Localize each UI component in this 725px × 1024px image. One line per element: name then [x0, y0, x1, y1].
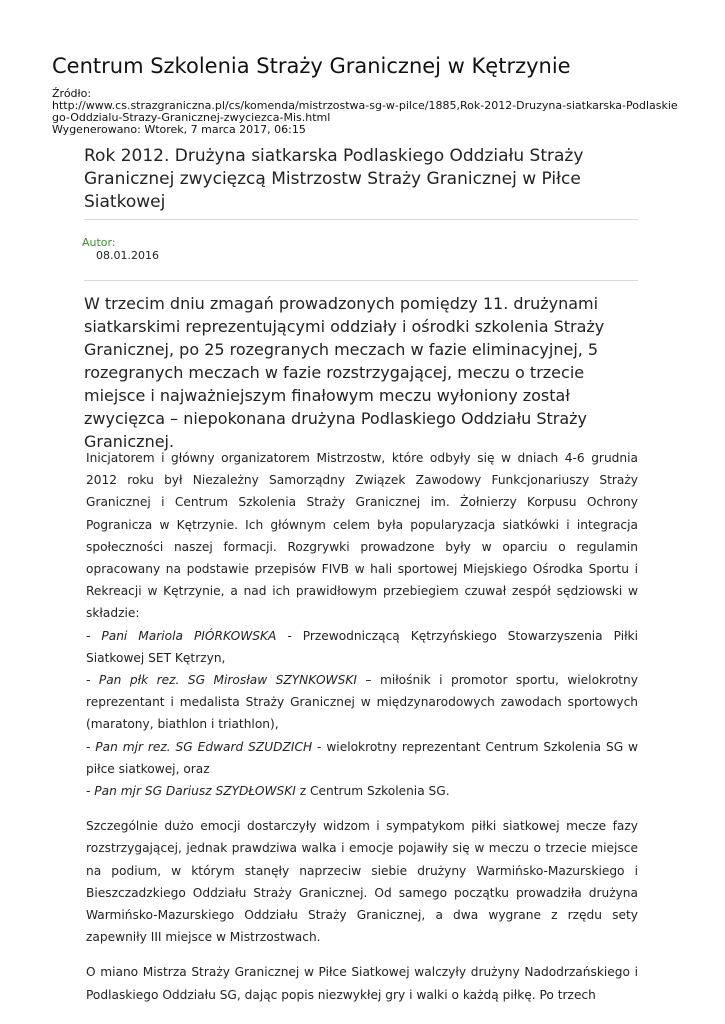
site-title: Centrum Szkolenia Straży Granicznej w Kętrzynie [52, 54, 571, 78]
paragraph-3: O miano Mistrza Straży Granicznej w Piłce Siatkowej walczyły drużyny Nadodrzańskiego i Podlaskiego Oddziału SG, dając popis niezwykłej gry i walki o każdą piłkę. Po trzech [86, 965, 638, 1002]
article-title-line: Granicznej zwycięzcą Mistrzostw Straży Granicznej w Piłce [84, 169, 581, 189]
source-info [52, 88, 682, 136]
article-body [86, 447, 638, 1019]
paragraph-text: Inicjatorem i główny organizatorem Mistrzostw, które odbyły się w dniach 4-6 grudnia 2012 roku był Niezależny Samorządny Związek Zawodowy Funkcjonariuszy Straży Granicznej i Centrum Szkolenia Straży Granicznej im. Żołnierzy Korpusu Ochrony Pogranicza w Kętrzynie. Ich głównym celem była popularyzacja siatkówki i integracja społeczności naszej formacji. Rozgrywki prowadzone były w oparciu o regulamin opracowany na podstawie przepisów FIVB w hali sportowej Miejskiego Ośrodka Sportu i Rekreacji w Kętrzynie, a nad ich prawidłowym przebiegiem czuwał zespół sędziowski w składzie: [86, 451, 638, 621]
judge-item [86, 780, 638, 802]
article-lead: W trzecim dniu zmagań prowadzonych pomiędzy 11. drużynami siatkarskimi reprezentującymi oddziały i ośrodki szkolenia Straży Granicznej, po 25 rozegranych meczach w fazie eliminacyjnej, 5 rozegranych meczach w fazie rozstrzygającej, meczu o trzecie miejsce i najważniejszym finałowym meczu wyłoniony został zwycięzca – niepokonana drużyna Podlaskiego Oddziału Straży Granicznej. [84, 294, 605, 451]
judge-name: - Pan mjr rez. SG Edward SZUDZICH [86, 739, 313, 754]
judge-desc: - wielokrotny reprezentant Centrum Szkolenia SG w piłce siatkowej, oraz [86, 739, 638, 776]
paragraph-intro [86, 447, 638, 802]
judge-name: - Pan płk rez. SG Mirosław SZYNKOWSKI [86, 673, 357, 688]
judge-desc: z Centrum Szkolenia SG. [295, 784, 450, 799]
article-title [84, 145, 644, 214]
judge-name: - Pan mjr SG Dariusz SZYDŁOWSKI [86, 784, 296, 799]
author-label: Autor: [82, 236, 116, 249]
judge-name: - Pani Mariola PIÓRKOWSKA [86, 628, 277, 643]
paragraph-2: Szczególnie dużo emocji dostarczyły widzom i sympatykom piłki siatkowej mecze fazy rozstrzygającej, jednak prawdziwa walka i emocje pojawiły się w meczu o trzecie miejsce na podium, w którym stanęły naprzeciw siebie drużyny Warmińsko-Mazurskiego i Bieszczadzkiego Oddziału Straży Granicznej. Od samego początku prowadziła drużyna Warmińsko-Mazurskiego Oddziału Straży Granicznej, a dwa wygrane z rzędu sety zapewniły III miejsce w Mistrzostwach. [86, 819, 638, 945]
source-url-line-1[interactable]: http://www.cs.strazgraniczna.pl/cs/komenda/mistrzostwa-sg-w-pilce/1885,Rok-2012-Druzyna-siatkarska-Podlaskie [52, 99, 678, 112]
judge-item [86, 736, 638, 780]
article-title-line: Rok 2012. Drużyna siatkarska Podlaskiego Oddziału Straży [84, 146, 584, 166]
article-title-line: Siatkowej [84, 192, 166, 212]
divider [84, 219, 638, 220]
generated-timestamp: Wygenerowano: Wtorek, 7 marca 2017, 06:15 [52, 123, 306, 136]
judge-desc: - Przewodniczącą Kętrzyńskiego Stowarzyszenia Piłki Siatkowej SET Kętrzyn, [86, 628, 639, 665]
publish-date: 08.01.2016 [96, 249, 159, 262]
judge-desc: – miłośnik i promotor sportu, wielokrotny reprezentant i medalista Straży Granicznej w międzynarodowych zawodach sportowych (maratony, biathlon i triathlon), [86, 673, 638, 732]
source-url-line-2[interactable]: go-Oddzialu-Strazy-Granicznej-zwyciezca-Mis.html [52, 111, 331, 124]
divider [84, 280, 638, 281]
judge-item [86, 625, 638, 669]
judge-item [86, 669, 638, 736]
source-label: Źródło: [52, 87, 92, 100]
